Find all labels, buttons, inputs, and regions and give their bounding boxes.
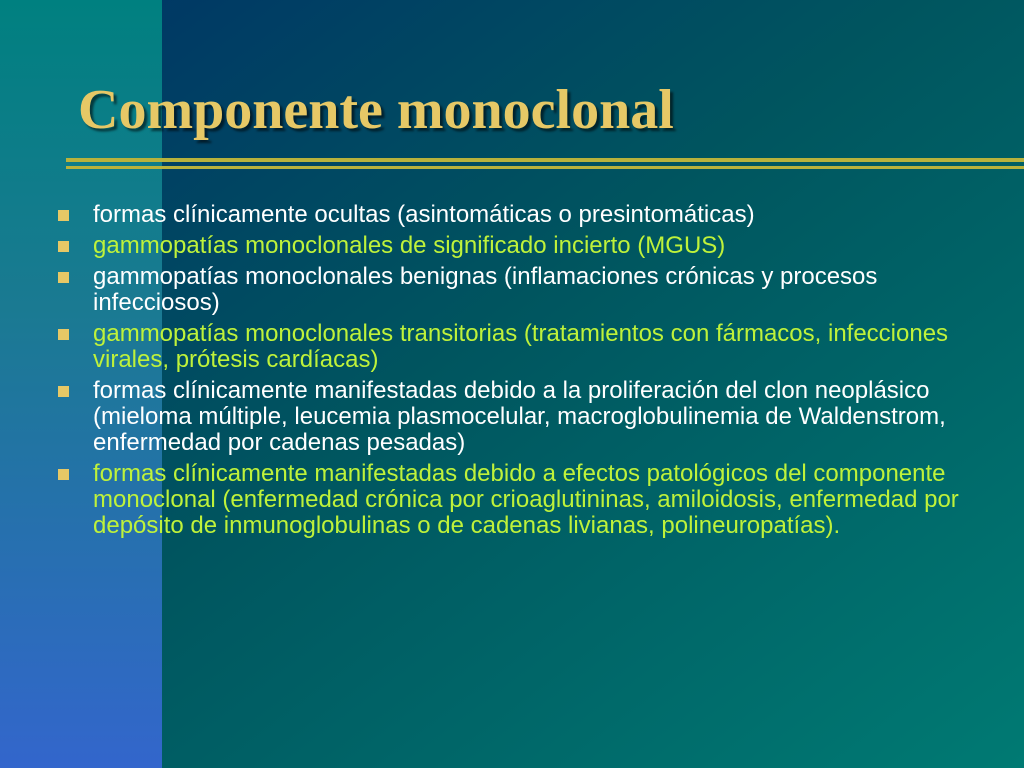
bullet-item [55, 202, 975, 228]
bullet-text: gammopatías monoclonales transitorias (tratamientos con fármacos, infecciones virales, prótesis cardíacas) [93, 320, 949, 373]
bullet-text: formas clínicamente manifestadas debido a la proliferación del clon neoplásico (mieloma múltiple, leucemia plasmocelular, macroglobulinemia de Waldenstrom, enfermedad por cadenas pesadas) [93, 377, 946, 456]
square-bullet-icon [58, 210, 69, 221]
bullet-item [55, 378, 975, 456]
bullet-text: formas clínicamente manifestadas debido a efectos patológicos del componente monoclonal (enfermedad crónica por crioaglutininas, amiloidosis, enfermedad por depósito de inmunoglobulinas o de cadenas livianas, polineuropatías). [93, 460, 959, 539]
bullet-item [55, 264, 975, 316]
square-bullet-icon [58, 329, 69, 340]
bullet-text: gammopatías monoclonales de significado incierto (MGUS) [93, 232, 726, 259]
bullet-item [55, 461, 975, 539]
square-bullet-icon [58, 272, 69, 283]
bullet-item [55, 321, 975, 373]
bullet-list [55, 202, 975, 544]
title-rule-top [66, 158, 1024, 162]
square-bullet-icon [58, 386, 69, 397]
square-bullet-icon [58, 241, 69, 252]
bullet-text: gammopatías monoclonales benignas (inflamaciones crónicas y procesos infecciosos) [93, 263, 878, 316]
title-rule-bottom [66, 166, 1024, 169]
square-bullet-icon [58, 469, 69, 480]
bullet-text: formas clínicamente ocultas (asintomáticas o presintomáticas) [93, 201, 755, 228]
slide-title: Componente monoclonal [78, 79, 674, 141]
bullet-item [55, 233, 975, 259]
